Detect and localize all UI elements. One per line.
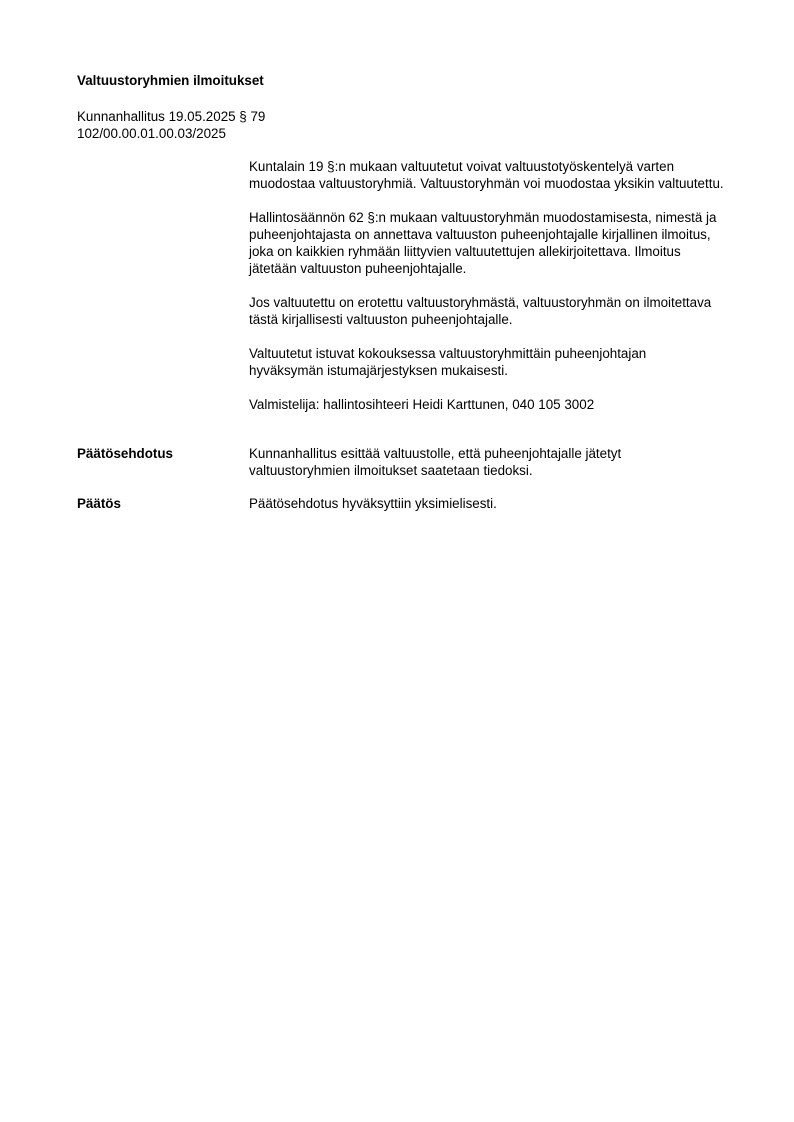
paragraph: Valtuutetut istuvat kokouksessa valtuustoryhmittäin puheenjohtajan hyväksymän istumajärjestyksen mukaisesti. — [249, 346, 647, 378]
document-title: Valtuustoryhmien ilmoitukset — [77, 73, 264, 88]
meeting-reference: Kunnanhallitus 19.05.2025 § 79 — [77, 109, 266, 124]
paragraph: Jos valtuutettu on erotettu valtuustoryhmästä, valtuustoryhmän on ilmoitettava tästä kirjallisesti valtuuston puheenjohtajalle. — [249, 295, 712, 327]
proposal-label: Päätösehdotus — [77, 446, 173, 461]
record-number: 102/00.00.01.00.03/2025 — [77, 126, 226, 141]
proposal-text: Kunnanhallitus esittää valtuustolle, että puheenjohtajalle jätetyt valtuustoryhmien ilmoitukset saatetaan tiedoksi. — [249, 446, 622, 478]
preparer-line: Valmistelija: hallintosihteeri Heidi Karttunen, 040 105 3002 — [249, 397, 595, 412]
paragraph: Kuntalain 19 §:n mukaan valtuutetut voivat valtuustotyöskentelyä varten muodostaa valtuustoryhmiä. Valtuustoryhmän voi muodostaa yksikin valtuutettu. — [249, 159, 724, 191]
decision-text: Päätösehdotus hyväksyttiin yksimielisesti. — [249, 496, 497, 511]
paragraph: Hallintosäännön 62 §:n mukaan valtuustoryhmän muodostamisesta, nimestä ja puheenjohtajasta on annettava valtuuston puheenjohtajalle kirjallinen ilmoitus, joka on kaikkien ryhmään liittyvien valtuutettujen allekirjoitettava. Ilmoitus jätetään valtuuston puheenjohtajalle. — [249, 210, 717, 276]
document-meta — [77, 108, 265, 142]
document-body — [249, 158, 724, 430]
decision-label: Päätös — [77, 496, 121, 511]
